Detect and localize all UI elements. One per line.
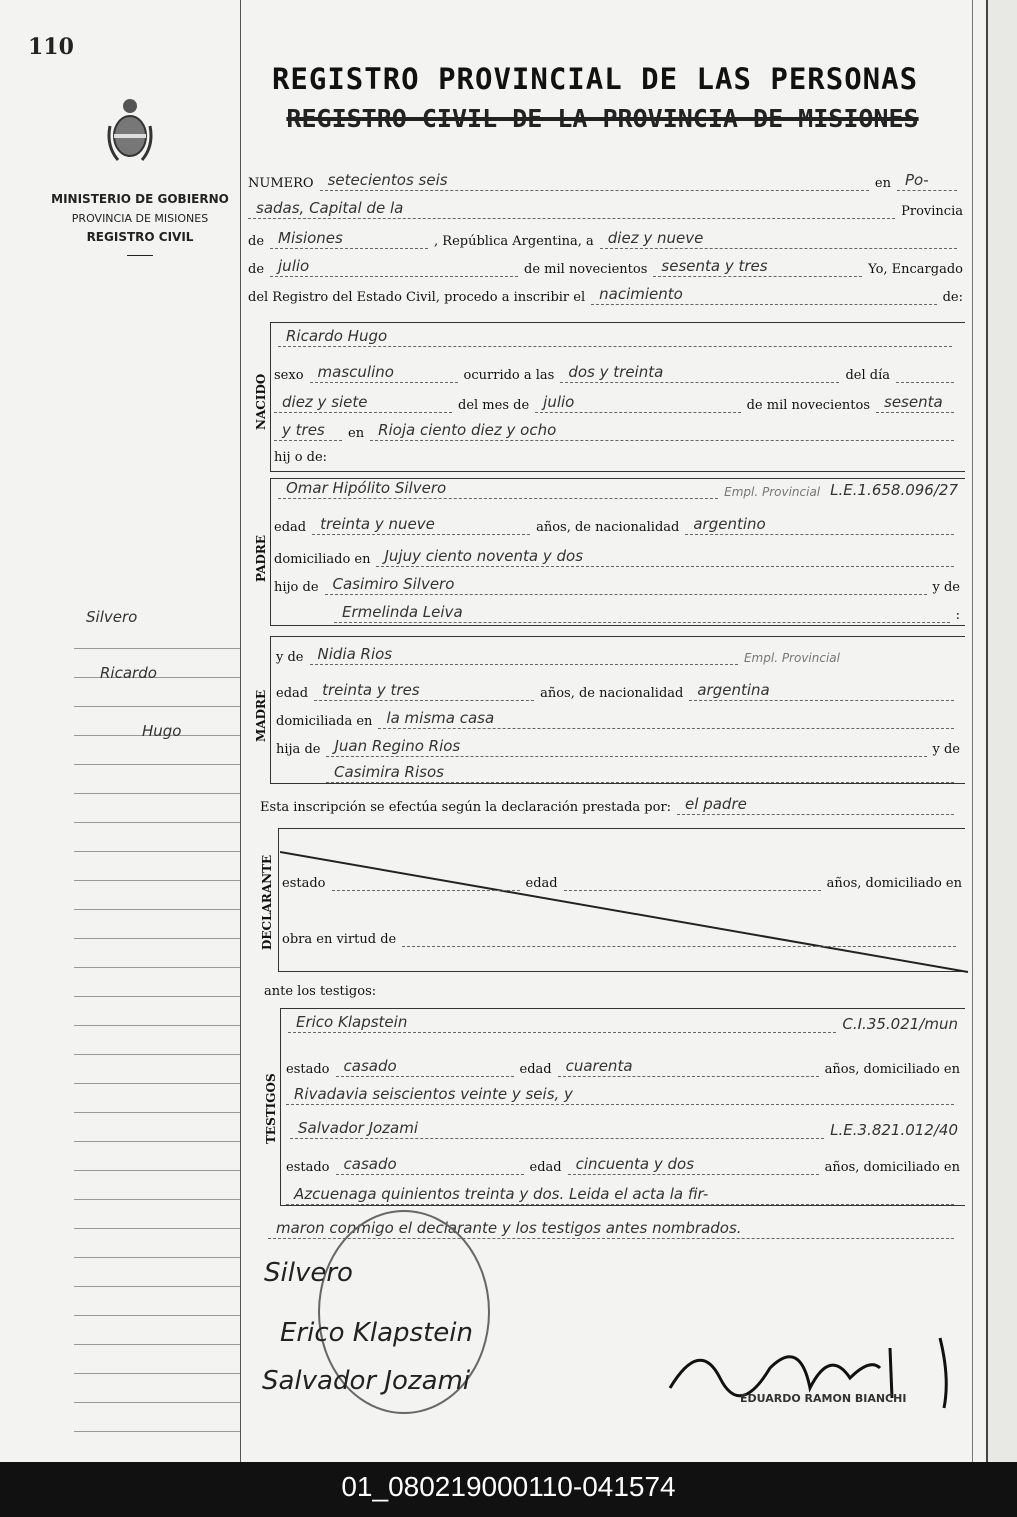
padre-nac-label: años, de nacionalidad bbox=[536, 520, 680, 535]
declarante-obra-label: obra en virtud de bbox=[282, 932, 397, 947]
testigo-2-name: Salvador Jozami bbox=[290, 1118, 824, 1139]
testigos-box bbox=[280, 1008, 965, 1206]
province-value: Misiones bbox=[270, 228, 428, 249]
page-edge bbox=[986, 0, 1017, 1462]
act-value: nacimiento bbox=[591, 284, 936, 305]
padre-edad-value: treinta y nueve bbox=[312, 514, 530, 535]
padre-row-4 bbox=[274, 574, 960, 595]
en-value: Po- bbox=[897, 170, 957, 191]
testigos-intro-row bbox=[264, 984, 564, 999]
anio-value-2: y tres bbox=[274, 420, 342, 441]
document-title: REGISTRO PROVINCIAL DE LAS PERSONAS bbox=[271, 62, 919, 96]
padre-nac-value: argentino bbox=[685, 514, 954, 535]
declaracion-label: Esta inscripción se efectúa según la declaración prestada por: bbox=[260, 800, 672, 815]
padre-domicilio-label: domiciliado en bbox=[274, 552, 371, 567]
margin-surname: Silvero bbox=[86, 608, 138, 626]
testigo-2-dom-value: Azcuenaga quinientos treinta y dos. Leida el acta la fir- bbox=[286, 1184, 954, 1205]
provincia-label: Provincia bbox=[901, 204, 963, 219]
padre-domicilio-value: Jujuy ciento noventa y dos bbox=[376, 546, 954, 567]
testigo-2-row-3 bbox=[286, 1184, 960, 1205]
hora-value: dos y treinta bbox=[560, 362, 839, 383]
nacido-row-3 bbox=[274, 392, 960, 413]
signature-witness-2: Salvador Jozami bbox=[262, 1366, 471, 1396]
de-end-label: de: bbox=[942, 290, 963, 305]
padre-colon: : bbox=[955, 608, 960, 623]
province-name: PROVINCIA DE MISIONES bbox=[71, 212, 209, 225]
testigo-2-dom-label: años, domiciliado en bbox=[824, 1160, 960, 1175]
madre-nac-value: argentina bbox=[689, 680, 954, 701]
testigos-intro: ante los testigos: bbox=[264, 984, 377, 999]
nacido-row-5 bbox=[274, 450, 474, 465]
yo-label: Yo, Encargado bbox=[868, 262, 963, 277]
intro-line-4 bbox=[248, 256, 963, 277]
madre-row-2 bbox=[276, 680, 960, 701]
madre-nac-label: años, de nacionalidad bbox=[540, 686, 684, 701]
declarante-edad-label: edad bbox=[525, 876, 558, 891]
nacido-label: NACIDO bbox=[254, 373, 268, 430]
year-value: sesenta y tres bbox=[653, 256, 862, 277]
intro-line-1 bbox=[248, 170, 963, 191]
testigo-1-edad-value: cuarenta bbox=[558, 1056, 819, 1077]
testigo-1-dom-value: Rivadavia seiscientos veinte y seis, y bbox=[286, 1084, 954, 1105]
numero-value: setecientos seis bbox=[320, 170, 869, 191]
testigo-2-name-row bbox=[290, 1118, 958, 1139]
official-name: EDUARDO RAMON BIANCHI bbox=[740, 1392, 907, 1405]
padre-father-name: Casimiro Silvero bbox=[325, 574, 927, 595]
madre-label: MADRE bbox=[254, 689, 268, 742]
page-number: 110 bbox=[28, 34, 74, 60]
madre-mother-name: Casimira Risos bbox=[326, 762, 954, 783]
margin-second-name: Hugo bbox=[142, 722, 182, 740]
testigo-1-estado-label: estado bbox=[286, 1062, 330, 1077]
nacido-name-row bbox=[278, 326, 958, 347]
header-divider bbox=[127, 255, 153, 256]
madre-domicilio-value: la misma casa bbox=[378, 708, 954, 729]
struck-title: REGISTRO CIVIL DE LA PROVINCIA DE MISIONES bbox=[286, 104, 919, 133]
padre-row-3 bbox=[274, 546, 960, 567]
padre-label: PADRE bbox=[254, 535, 268, 582]
madre-father-name: Juan Regino Rios bbox=[326, 736, 926, 757]
declarante-strike-line bbox=[280, 850, 970, 975]
testigo-2-edad-value: cincuenta y dos bbox=[568, 1154, 819, 1175]
nacido-row-4 bbox=[274, 420, 960, 441]
padre-y-de-label: y de bbox=[932, 580, 960, 595]
dia-value: diez y siete bbox=[274, 392, 452, 413]
ministry-header bbox=[50, 190, 230, 256]
anio-value-1: sesenta bbox=[876, 392, 954, 413]
lugar-en-label: en bbox=[348, 426, 365, 441]
testigo-1-edad-label: edad bbox=[519, 1062, 552, 1077]
testigo-1-row-3 bbox=[286, 1084, 960, 1105]
de-label: de bbox=[248, 234, 265, 249]
republica-label: , República Argentina, a bbox=[434, 234, 594, 249]
ministry-name: MINISTERIO DE GOBIERNO bbox=[51, 192, 229, 206]
testigo-1-doc: C.I.35.021/mun bbox=[842, 1015, 958, 1033]
testigo-2-doc: L.E.3.821.012/40 bbox=[830, 1121, 958, 1139]
de-mil-label: de mil novecientos bbox=[746, 398, 870, 413]
nacido-row-2 bbox=[274, 362, 960, 383]
signature-declarant: Silvero bbox=[264, 1258, 353, 1288]
madre-row-3 bbox=[276, 708, 960, 729]
madre-stamp-note: Empl. Provincial bbox=[743, 651, 840, 665]
padre-stamp-note: Empl. Provincial bbox=[724, 485, 821, 499]
inscribe-label: del Registro del Estado Civil, procedo a inscribir el bbox=[248, 290, 586, 305]
signature-witness-1: Erico Klapstein bbox=[280, 1318, 473, 1348]
numero-label: NUMERO bbox=[248, 176, 314, 191]
en-label: en bbox=[874, 176, 891, 191]
madre-y-de-label: y de bbox=[276, 650, 304, 665]
margin-first-name: Ricardo bbox=[100, 664, 157, 682]
madre-name: Nidia Rios bbox=[310, 644, 738, 665]
right-margin-rule bbox=[972, 0, 973, 1462]
madre-edad-value: treinta y tres bbox=[314, 680, 534, 701]
intro-line-2 bbox=[248, 198, 963, 219]
testigo-1-name-row bbox=[288, 1012, 958, 1033]
madre-domicilio-label: domiciliada en bbox=[276, 714, 373, 729]
lugar-value: Rioja ciento diez y ocho bbox=[370, 420, 954, 441]
year-label: de mil novecientos bbox=[524, 262, 648, 277]
city-value: sadas, Capital de la bbox=[248, 198, 895, 219]
padre-mother-name: Ermelinda Leiva bbox=[334, 602, 950, 623]
padre-edad-label: edad bbox=[274, 520, 307, 535]
sexo-value: masculino bbox=[310, 362, 458, 383]
madre-row-4 bbox=[276, 736, 960, 757]
testigo-2-edad-label: edad bbox=[529, 1160, 562, 1175]
declarante-domicilio-label: años, domiciliado en bbox=[826, 876, 962, 891]
declarante-label: DECLARANTE bbox=[260, 854, 274, 950]
hijo-label: hij o de: bbox=[274, 450, 328, 465]
closing-text: maron conmigo el declarante y los testigos antes nombrados. bbox=[268, 1218, 954, 1239]
testigo-2-estado-label: estado bbox=[286, 1160, 330, 1175]
testigo-1-estado-value: casado bbox=[336, 1056, 514, 1077]
ocurrido-label: ocurrido a las bbox=[463, 368, 555, 383]
office-name: REGISTRO CIVIL bbox=[86, 230, 194, 244]
month-value: julio bbox=[270, 256, 518, 277]
intro-line-3 bbox=[248, 228, 963, 249]
madre-y-de-label-2: y de bbox=[932, 742, 960, 757]
coat-of-arms-icon bbox=[106, 96, 154, 168]
footer-image-id: 01_080219000110-041574 bbox=[0, 1462, 1017, 1517]
sexo-label: sexo bbox=[274, 368, 304, 383]
testigo-1-dom-label: años, domiciliado en bbox=[824, 1062, 960, 1077]
padre-row-5 bbox=[274, 602, 960, 623]
day-value: diez y nueve bbox=[600, 228, 957, 249]
padre-name-row bbox=[278, 478, 958, 499]
month-label: de bbox=[248, 262, 265, 277]
margin-ruled-lines bbox=[74, 620, 240, 1432]
padre-doc: L.E.1.658.096/27 bbox=[830, 481, 958, 499]
padre-row-2 bbox=[274, 514, 960, 535]
intro-line-5 bbox=[248, 284, 963, 305]
madre-row-5 bbox=[276, 762, 960, 783]
mes-value: julio bbox=[535, 392, 740, 413]
nacido-name: Ricardo Hugo bbox=[278, 326, 952, 347]
declaracion-row bbox=[260, 794, 960, 815]
declarante-estado-label: estado bbox=[282, 876, 326, 891]
madre-hija-de-label: hija de bbox=[276, 742, 321, 757]
madre-edad-label: edad bbox=[276, 686, 309, 701]
testigo-2-estado-value: casado bbox=[336, 1154, 524, 1175]
declaracion-value: el padre bbox=[677, 794, 954, 815]
padre-hijo-de-label: hijo de bbox=[274, 580, 319, 595]
madre-row-1 bbox=[276, 644, 960, 665]
del-dia-label: del día bbox=[845, 368, 890, 383]
testigos-label: TESTIGOS bbox=[264, 1073, 278, 1144]
testigo-2-row-2 bbox=[286, 1154, 960, 1175]
testigo-1-row-2 bbox=[286, 1056, 960, 1077]
padre-name: Omar Hipólito Silvero bbox=[278, 478, 718, 499]
testigo-1-name: Erico Klapstein bbox=[288, 1012, 836, 1033]
declarante-row-1 bbox=[282, 870, 962, 891]
del-mes-label: del mes de bbox=[458, 398, 530, 413]
declarante-row-2 bbox=[282, 926, 962, 947]
